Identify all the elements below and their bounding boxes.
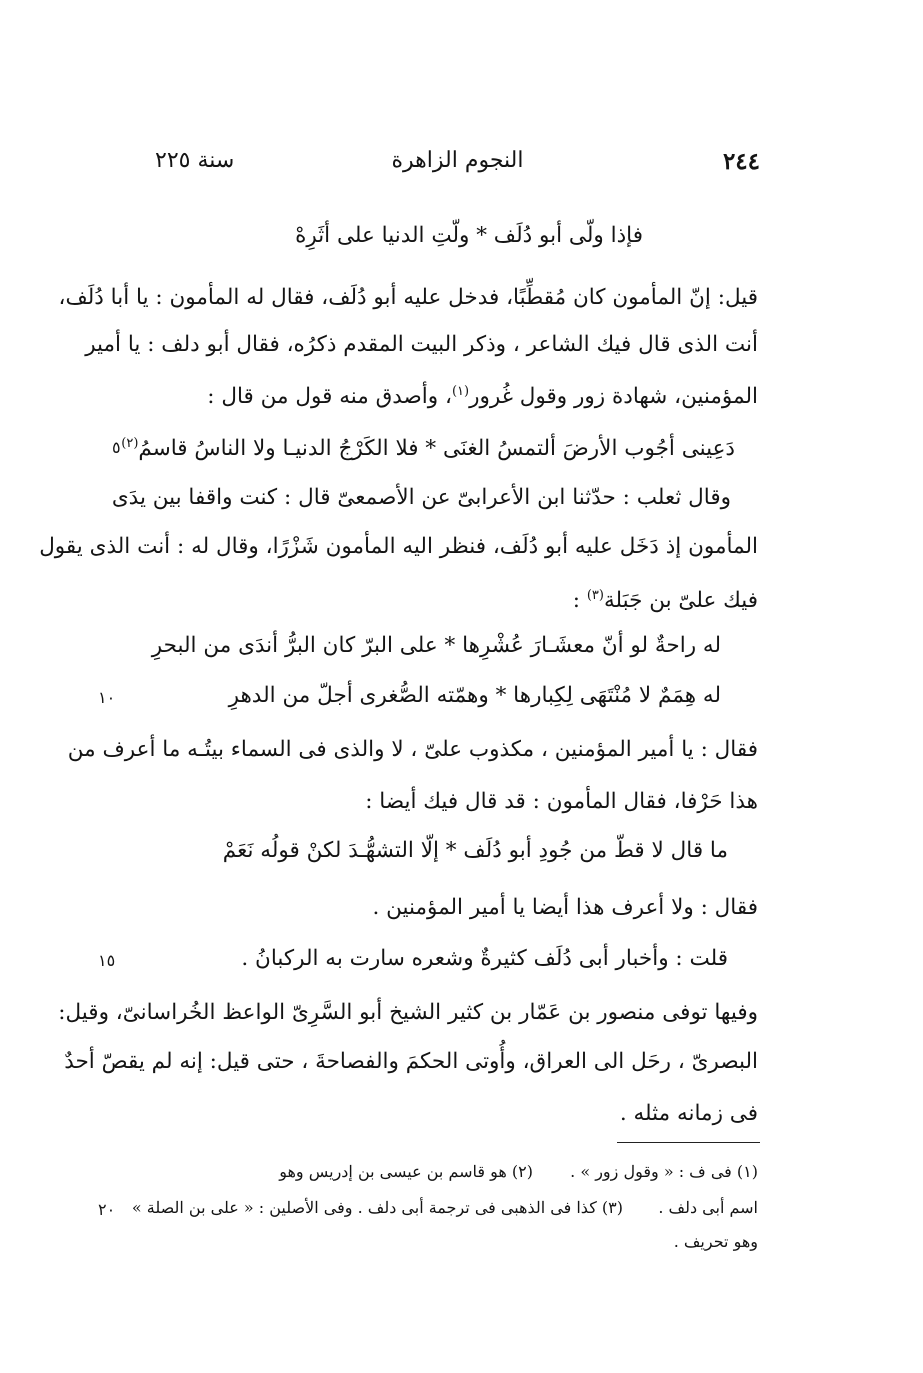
- footnote-1: (١) فى ف : « وقول زور » .: [570, 1162, 758, 1181]
- footnote-marker-3: (٣): [586, 588, 604, 603]
- paragraph-1-line-3: [158, 376, 758, 413]
- verse-2: [121, 428, 735, 465]
- paragraph-4-line-1: فقال : ولا أعرف هذا أيضا يا أمير المؤمنين .: [372, 895, 758, 920]
- footnote-2: (٢) هو قاسم بن عيسى بن إدريس وهو: [279, 1162, 533, 1181]
- footnote-marker-2: (٢): [121, 436, 139, 451]
- verse-1: فإذا ولّى أبو دُلَف * ولّتِ الدنيا على أثَرِهْ: [295, 223, 643, 248]
- paragraph-1-line-3-text-b: ، وأصدق منه قول من قال :: [207, 384, 452, 410]
- paragraph-2-line-2: المأمون إذ دَخَل عليه أبو دُلَف، فنظر اليه المأمون شَزْرًا، وقال له : أنت الذى يقول: [39, 534, 758, 559]
- paragraph-2-line-1: [111, 482, 731, 514]
- footnote-3: (٣) كذا فى الذهبى فى ترجمة أبى دلف . وفى الأصلين : « على بن الصلة »: [131, 1198, 623, 1217]
- footnote-3-continued: وهو تحريف .: [673, 1232, 758, 1251]
- line-number-10: ١٠: [98, 688, 116, 707]
- verse-4: له هِمَمٌ لا مُنْتَهَى لِكِبارها * وهمّته الصُّغرى أجلّ من الدهرِ: [228, 683, 721, 708]
- paragraph-2-line-3-text-b: :: [572, 588, 587, 614]
- paragraph-3-line-1: فقال : يا أمير المؤمنين ، مكذوب علىّ ، لا والذى فى السماء بيتُـه ما أعرف من: [67, 737, 758, 762]
- paragraph-5-line-1: قلت : وأخبار أبى دُلَف كثيرةٌ وشعره سارت به الركبانُ .: [241, 946, 728, 971]
- verse-2-text: دَعِينى أجُوب الأرضَ ألتمسُ الغنَى * فلا الكَرْجُ الدنيـا ولا الناسُ قاسمُ: [138, 436, 735, 462]
- paragraph-1-line-2: أنت الذى قال فيك الشاعر ، وذكر البيت المقدم ذكرُه، فقال أبو دلف : يا أمير: [85, 332, 758, 357]
- line-number-15: ١٥: [98, 951, 116, 970]
- paragraph-2-line-1-text: وقال ثعلب : حدّثنا ابن الأعرابىّ عن الأصمعىّ قال : كنت واقفا بين يدَى: [111, 485, 731, 510]
- line-number-20: ٢٠: [98, 1200, 116, 1219]
- verse-5: ما قال لا قطّ من جُودِ أبو دُلَف * إلّا التشهُّـدَ لكنْ قولُه نَعَمْ: [222, 838, 728, 863]
- line-number-5: ٥: [112, 438, 121, 457]
- running-title: النجوم الزاهرة: [391, 148, 524, 173]
- page-number: ٢٤٤: [722, 148, 760, 175]
- paragraph-2-line-3-text-a: فيك علىّ بن جَبَلة: [603, 588, 758, 614]
- verse-3: له راحةٌ لو أنّ معشَـارَ عُشْرِها * على البرّ كان البرُّ أندَى من البحرِ: [151, 633, 721, 658]
- footnote-2-continued: اسم أبى دلف .: [658, 1198, 758, 1217]
- paragraph-1-line-3-text-a: المؤمنين، شهادة زور وقول غُرور: [469, 384, 758, 410]
- paragraph-2-line-3: [158, 580, 758, 617]
- paragraph-6-line-1: وفيها توفى منصور بن عَمّار بن كثير الشيخ أبو السَّرِىّ الواعظ الخُراسانىّ، وقيل:: [58, 1000, 758, 1025]
- header-year: سنة ٢٢٥: [155, 148, 235, 173]
- paragraph-6-line-3: فى زمانه مثله .: [619, 1101, 758, 1126]
- paragraph-1-line-1: قيل: إنّ المأمون كان مُقطِّبًا، فدخل عليه أبو دُلَف، فقال له المأمون : يا أبا دُلَف،: [58, 285, 758, 310]
- page-header: [155, 148, 760, 188]
- footnote-divider: [617, 1142, 760, 1143]
- paragraph-3-line-2: هذا حَرْفا، فقال المأمون : قد قال فيك أيضا :: [365, 789, 758, 814]
- paragraph-6-line-2: البصرىّ ، رحَل الى العراق، وأُوتى الحكمَ والفصاحةَ ، حتى قيل: إنه لم يقصّ أحدٌ: [64, 1049, 758, 1074]
- footnote-marker-1: (١): [451, 384, 470, 399]
